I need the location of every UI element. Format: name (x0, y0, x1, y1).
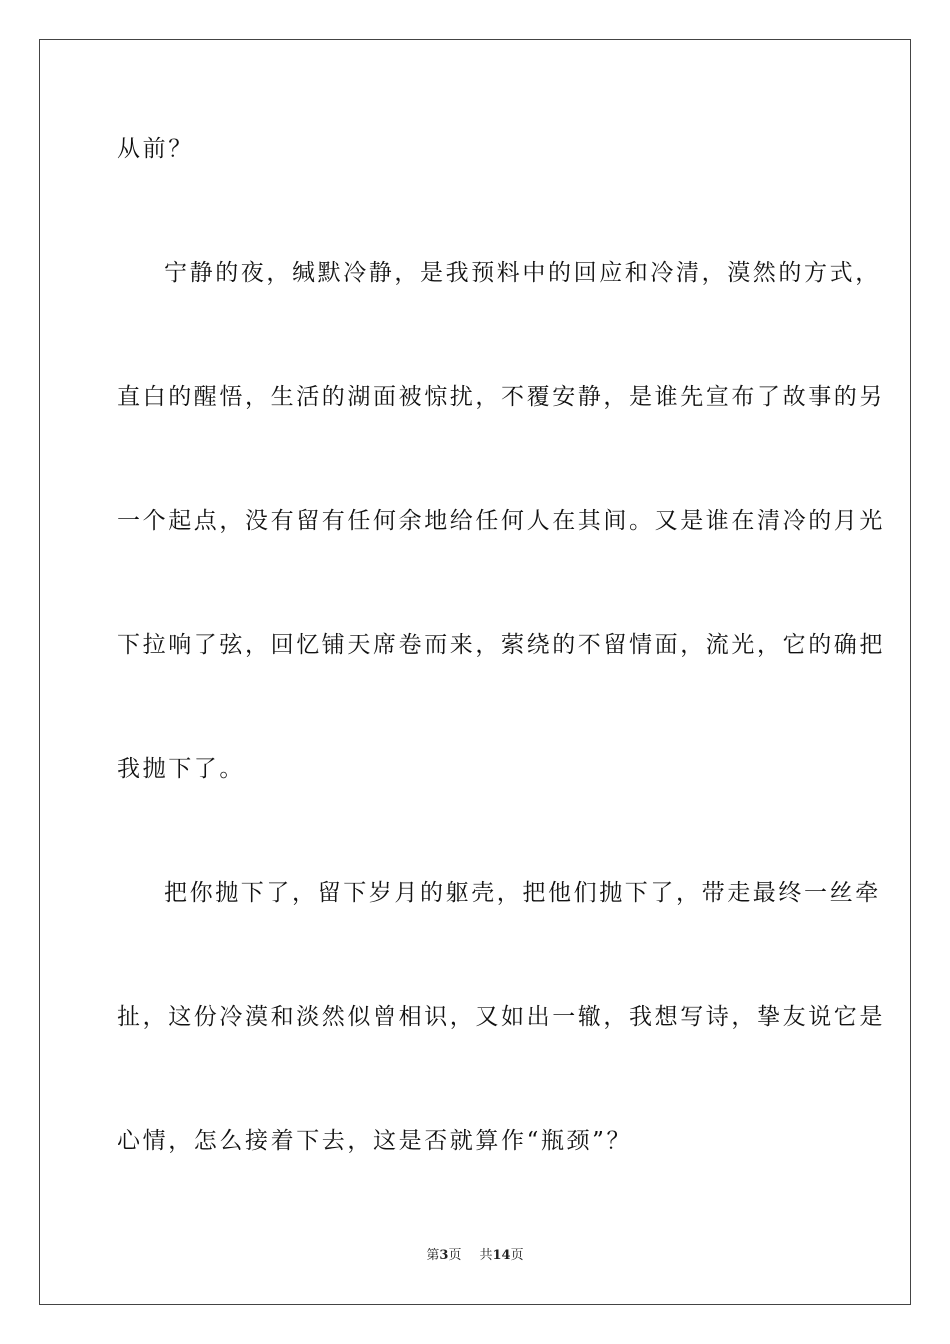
text-line-1: 从前？ (117, 136, 194, 162)
page-number: 3 (439, 1248, 449, 1263)
page-footer (0, 1246, 950, 1266)
text-line-5: 下拉响了弦，回忆铺天席卷而来，萦绕的不留情面，流光，它的确把 (117, 632, 885, 658)
page-suffix: 页 (448, 1248, 462, 1263)
text-line-4: 一个起点，没有留有任何余地给任何人在其间。又是谁在清冷的月光 (117, 508, 885, 534)
total-pages: 14 (492, 1248, 511, 1263)
page-prefix: 第 (426, 1248, 440, 1263)
text-line-2: 宁静的夜，缄默冷静，是我预料中的回应和冷清，漠然的方式， (164, 260, 881, 286)
text-line-8: 扯，这份冷漠和淡然似曾相识，又如出一辙，我想写诗，挚友说它是 (117, 1004, 885, 1030)
text-line-7: 把你抛下了，留下岁月的躯壳，把他们抛下了，带走最终一丝牵 (164, 880, 881, 906)
text-line-3: 直白的醒悟，生活的湖面被惊扰，不覆安静，是谁先宣布了故事的另 (117, 384, 885, 410)
text-line-6: 我抛下了。 (117, 756, 245, 782)
total-suffix: 页 (510, 1248, 524, 1263)
total-prefix: 共 (479, 1248, 493, 1263)
text-line-9: 心情，怎么接着下去，这是否就算作“瓶颈”？ (117, 1128, 633, 1154)
